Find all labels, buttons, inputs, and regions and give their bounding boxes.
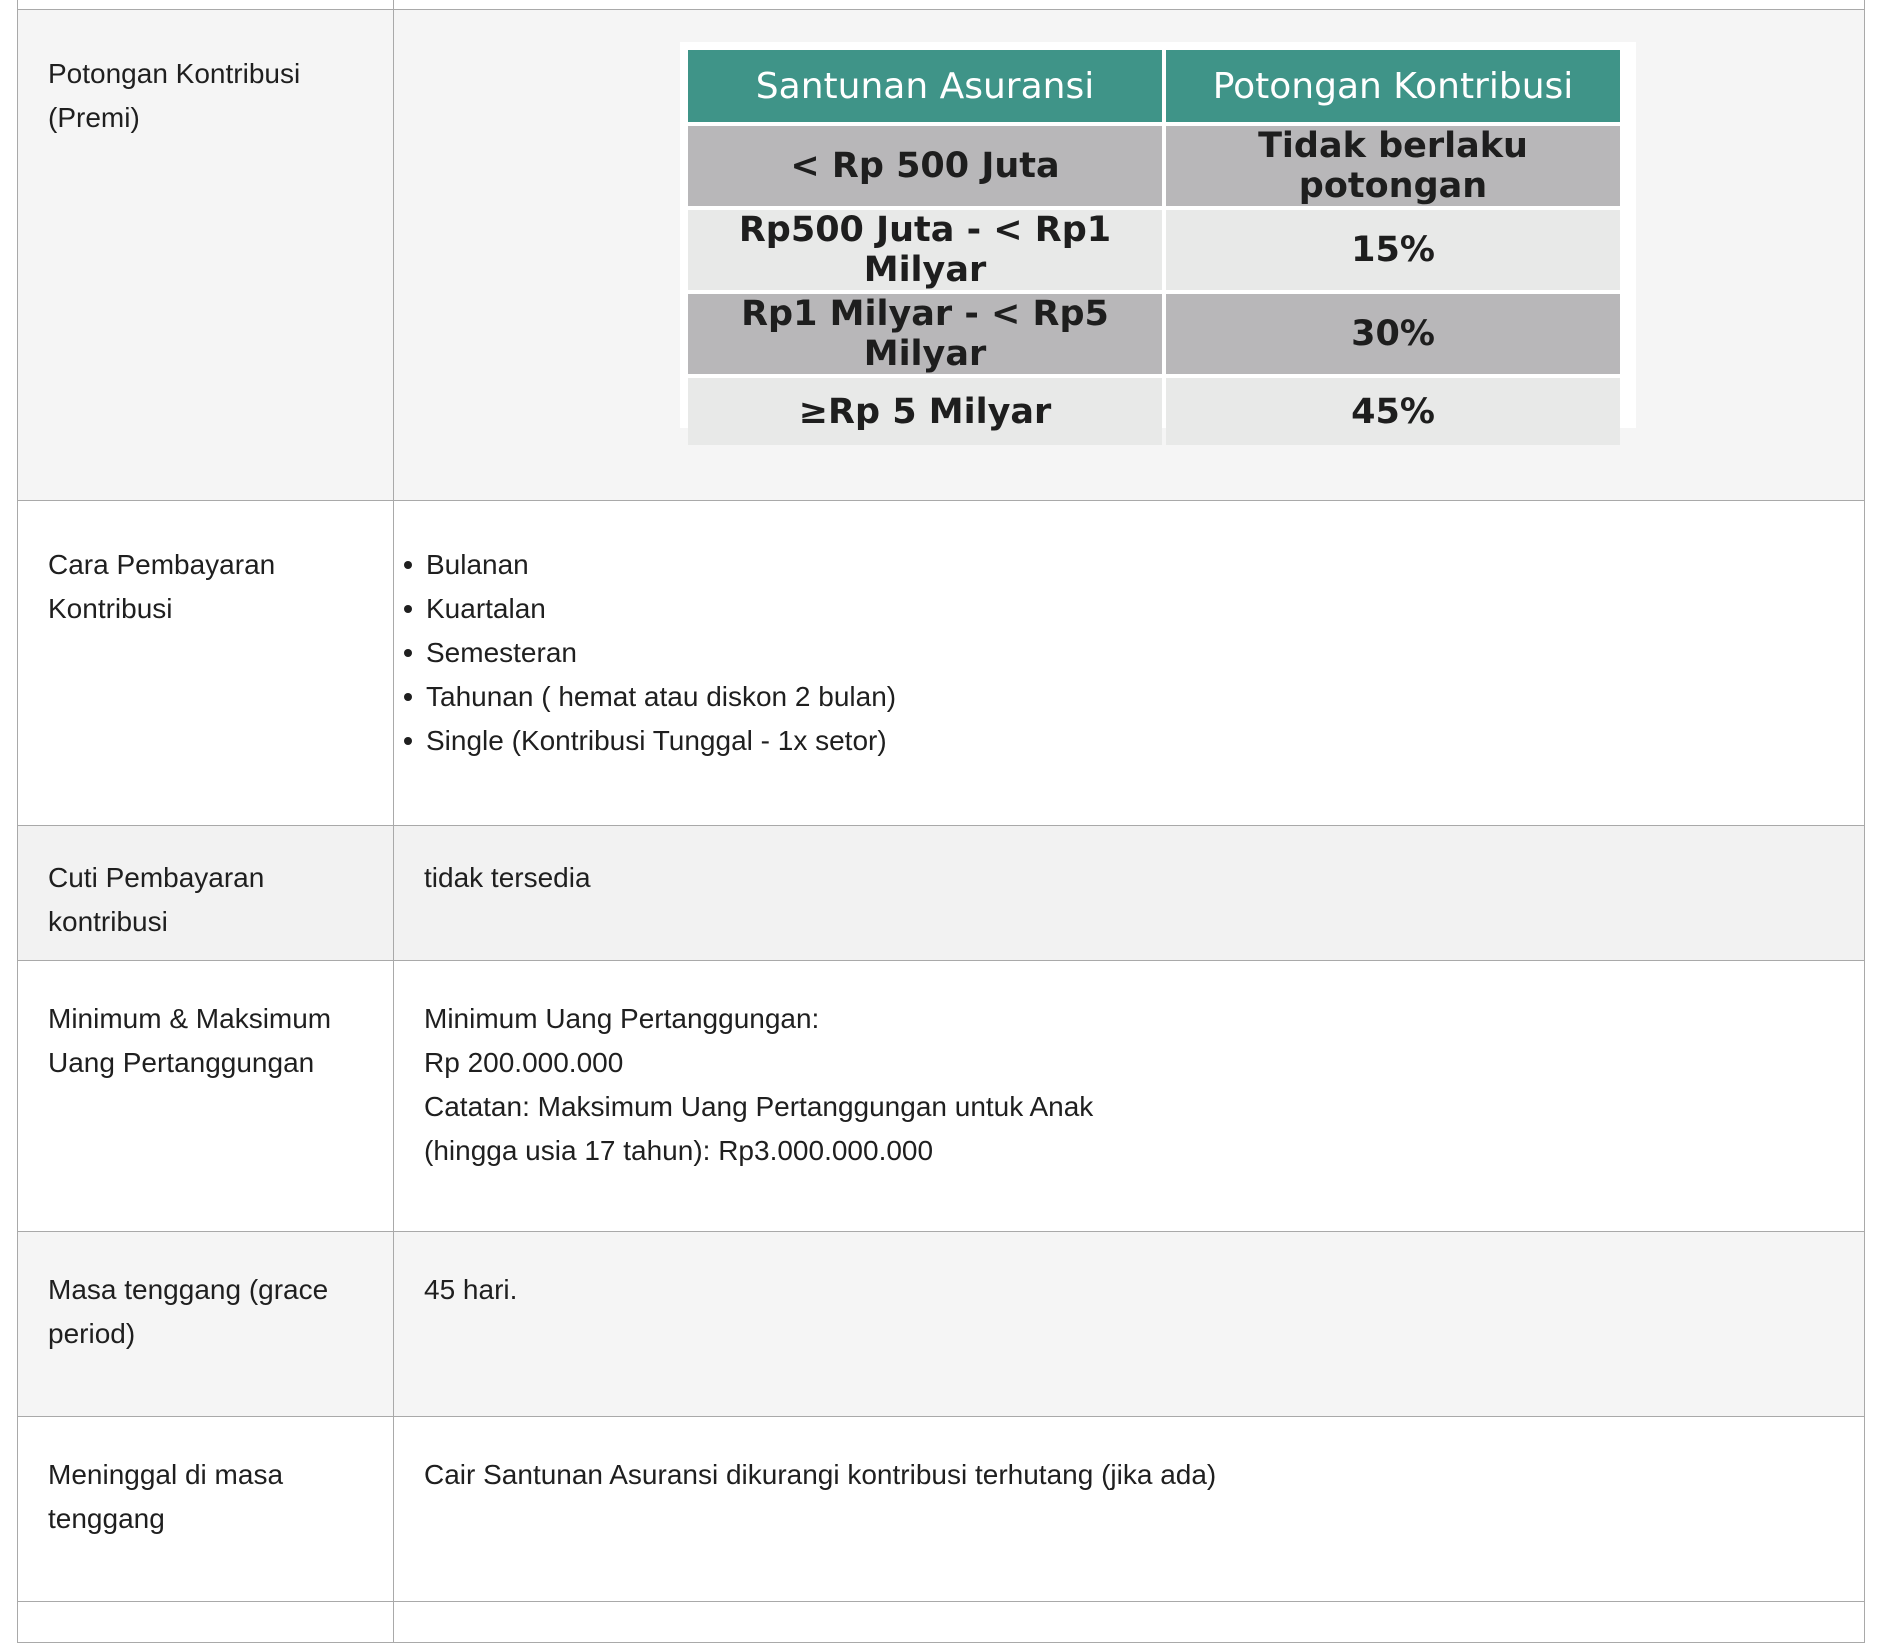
row-label: Potongan Kontribusi (Premi) [18, 10, 394, 501]
row-label: Cara Pembayaran Kontribusi [18, 501, 394, 826]
santunan-cell: Rp1 Milyar - < Rp5 Milyar [688, 294, 1162, 374]
row-value: 45 hari. [394, 1232, 1865, 1417]
header-santunan: Santunan Asuransi [688, 50, 1162, 122]
santunan-cell: Rp500 Juta - < Rp1 Milyar [688, 210, 1162, 290]
row-value: Minimum Uang Pertanggungan: Rp 200.000.000 Catatan: Maksimum Uang Pertanggungan untuk Anak (hingga usia 17 tahun): Rp3.000.000.000 [394, 961, 1865, 1232]
row-label: Meninggal di masa tenggang [18, 1417, 394, 1602]
row-value: tidak tersedia [394, 826, 1865, 961]
list-item: Tahunan ( hemat atau diskon 2 bulan) [426, 675, 1834, 719]
header-potongan: Potongan Kontribusi [1166, 50, 1620, 122]
list-item: Kuartalan [426, 587, 1834, 631]
list-item: Semesteran [426, 631, 1834, 675]
list-item: Bulanan [426, 543, 1834, 587]
discount-row [688, 294, 1620, 374]
discount-table-image [680, 42, 1636, 432]
row-label: Cuti Pembayaran kontribusi [18, 826, 394, 961]
row-label: Masa tenggang (grace period) [18, 1232, 394, 1417]
table-row-uang-pertanggungan [18, 961, 1865, 1232]
potongan-cell: Tidak berlaku potongan [1166, 126, 1620, 206]
discount-table-header [688, 50, 1620, 122]
discount-row [688, 126, 1620, 206]
table-row-cara-pembayaran [18, 501, 1865, 826]
row-value: Cair Santunan Asuransi dikurangi kontribusi terhutang (jika ada) [394, 1417, 1865, 1602]
table-row-meninggal-masa-tenggang [18, 1417, 1865, 1602]
potongan-cell: 15% [1166, 210, 1620, 290]
row-value [394, 501, 1865, 826]
table-row-top-edge [18, 0, 1865, 10]
discount-table [684, 46, 1624, 449]
potongan-cell: 30% [1166, 294, 1620, 374]
list-item: Single (Kontribusi Tunggal - 1x setor) [426, 719, 1834, 763]
table-row-bottom-edge [18, 1602, 1865, 1643]
santunan-cell: ≥Rp 5 Milyar [688, 378, 1162, 445]
santunan-cell: < Rp 500 Juta [688, 126, 1162, 206]
discount-row [688, 378, 1620, 445]
potongan-cell: 45% [1166, 378, 1620, 445]
discount-row [688, 210, 1620, 290]
table-row-masa-tenggang [18, 1232, 1865, 1417]
row-label: Minimum & Maksimum Uang Pertanggungan [18, 961, 394, 1232]
payment-method-list [394, 543, 1834, 763]
table-row-cuti-pembayaran [18, 826, 1865, 961]
